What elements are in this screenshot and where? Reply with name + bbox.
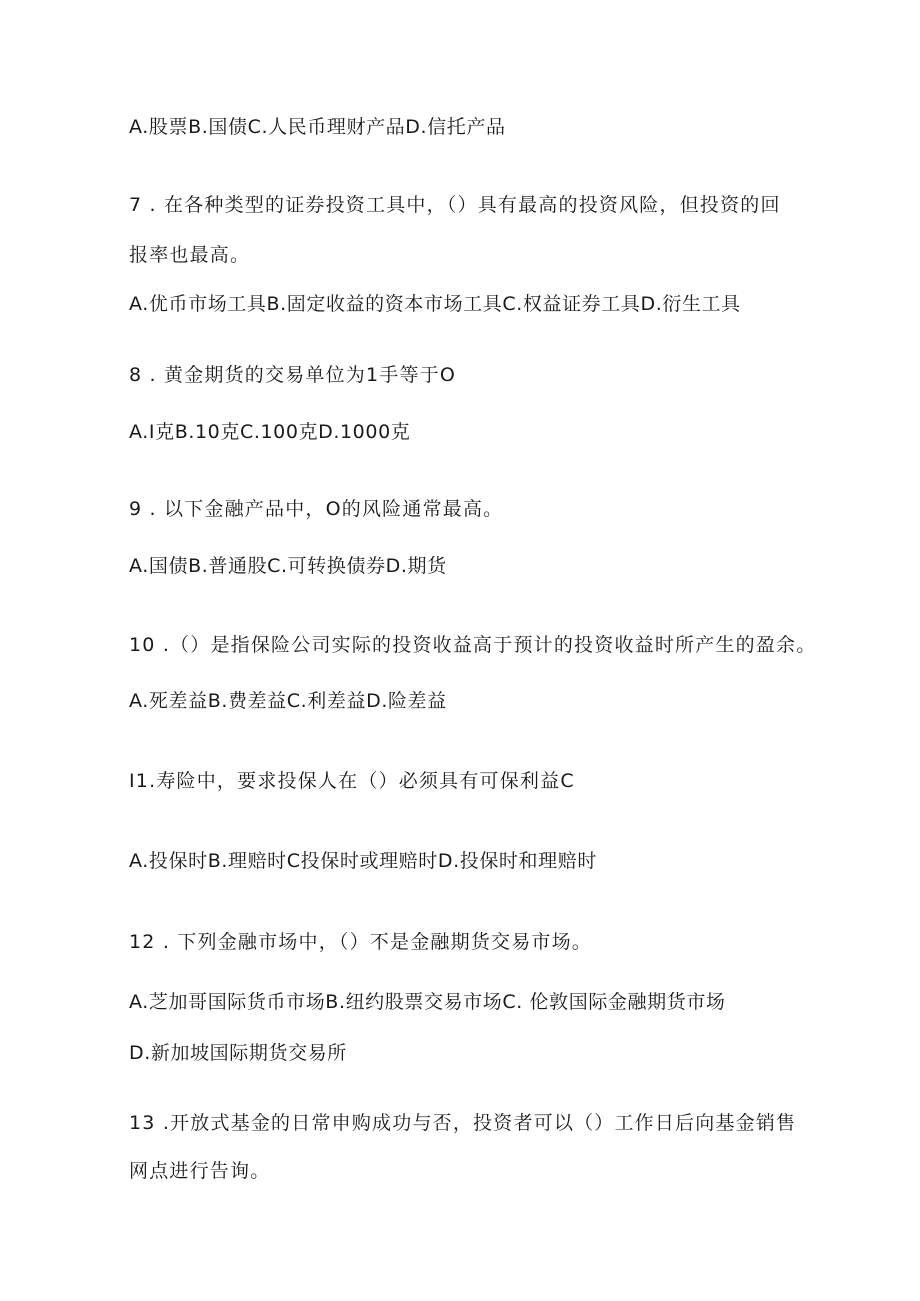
q11-text: I1.寿险中，要求投保人在（）必须具有可保利益C (129, 770, 575, 792)
q9-text: 9 . 以下金融产品中，O的风险通常最高。 (129, 498, 504, 520)
q9-options: A.国债B.普通股C.可转换债券D.期货 (129, 555, 447, 577)
q7-options: A.优币市场工具B.固定收益的资本市场工具C.权益证券工具D.衍生工具 (129, 293, 741, 315)
q6-options: A.股票B.国债C.人民币理财产品D.信托产品 (129, 116, 506, 138)
q10-options: A.死差益B.费差益C.利差益D.险差益 (129, 690, 447, 712)
q7-text-line2: 报率也最高。 (129, 244, 251, 266)
q7-text-line1: 7 . 在各种类型的证券投资工具中，（）具有最高的投资风险，但投资的回 (129, 194, 781, 216)
q13-text-line1: 13 .开放式基金的日常申购成功与否，投资者可以（）工作日后向基金销售 (129, 1112, 797, 1134)
q8-options: A.I克B.10克C.100克D.1000克 (129, 421, 411, 443)
q12-text: 12 . 下列金融市场中，（）不是金融期货交易市场。 (129, 931, 592, 953)
q12-options-line2: D.新加坡国际期货交易所 (129, 1042, 347, 1064)
q11-options: A.投保时B.理赔时C投保时或理赔时D.投保时和理赔时 (129, 850, 597, 872)
q8-text: 8 . 黄金期货的交易单位为1手等于O (129, 364, 457, 386)
q13-text-line2: 网点进行告询。 (129, 1160, 271, 1182)
q12-options-line1: A.芝加哥国际货币市场B.纽约股票交易市场C. 伦敦国际金融期货市场 (129, 991, 726, 1013)
q10-text: 10 .（）是指保险公司实际的投资收益高于预计的投资收益时所产生的盈余。 (129, 634, 817, 656)
